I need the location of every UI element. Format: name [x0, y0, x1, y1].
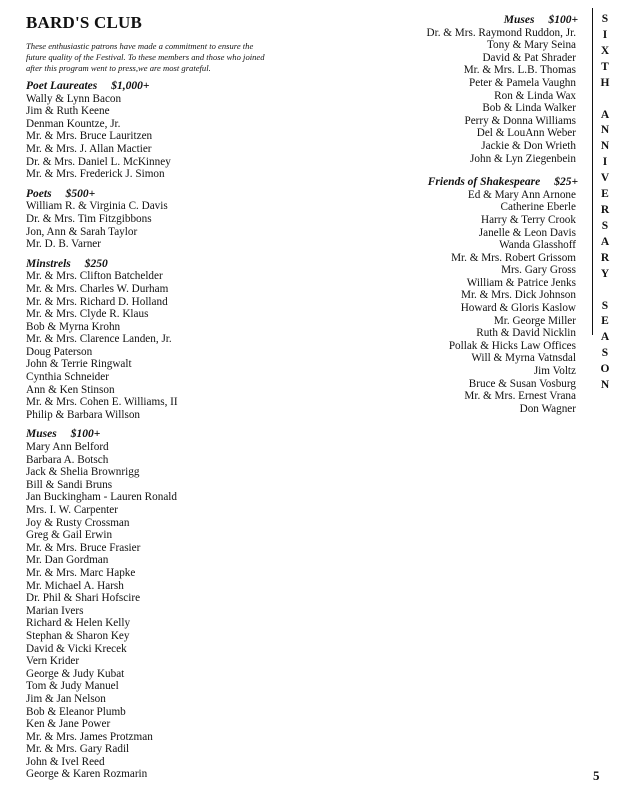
donor-name: Mr. Dan Gordman — [26, 554, 109, 567]
tier-amount: $25+ — [554, 176, 578, 189]
donor-name: Ed & Mary Ann Arnone — [467, 188, 576, 201]
donor-name: Mr. & Mrs. James Protzman — [26, 730, 153, 743]
donor-name: David & Pat Shrader — [482, 51, 576, 64]
donor-name: Jan Buckingham - Lauren Ronald — [26, 491, 177, 504]
tier-amount: $1,000+ — [111, 80, 150, 92]
donor-name: John & Terrie Ringwalt — [26, 358, 132, 371]
donor-name: Ken & Jane Power — [26, 718, 111, 731]
donor-name: Mr. & Mrs. Charles W. Durham — [26, 282, 169, 295]
donor-name: Tom & Judy Manuel — [26, 680, 119, 693]
donor-name: Catherine Eberle — [500, 201, 576, 214]
vertical-word-gap — [593, 92, 617, 108]
donor-name: Dr. Phil & Shari Hofscire — [26, 592, 141, 605]
left-column — [26, 80, 256, 781]
donor-name: Bob & Eleanor Plumb — [26, 705, 126, 718]
tier-amount: $250 — [84, 257, 108, 270]
donor-name: George & Judy Kubat — [26, 667, 125, 680]
donor-name: Ruth & David Nicklin — [476, 327, 576, 340]
donor-name: Dr. & Mrs. Tim Fitzgibbons — [26, 212, 152, 225]
donor-name: Mr. D. B. Varner — [26, 238, 101, 251]
tier-amount: $100+ — [548, 14, 578, 26]
donor-name: Don Wagner — [519, 402, 576, 415]
donor-name: Mr. & Mrs. Dick Johnson — [461, 289, 576, 302]
donor-name: Mary Ann Belford — [26, 441, 109, 454]
donor-name: Ron & Linda Wax — [494, 89, 576, 102]
section-gap — [26, 421, 256, 428]
donor-name: Peter & Pamela Vaughn — [469, 76, 576, 89]
donor-name: Mrs. Gary Gross — [501, 264, 576, 277]
donor-name: Wanda Glasshoff — [499, 239, 576, 252]
donor-name: Jim & Ruth Keene — [26, 105, 110, 118]
donor-name: Janelle & Leon Davis — [478, 226, 576, 239]
donor-name: Jackie & Don Wrieth — [481, 139, 576, 152]
donor-name: Marian Ivers — [26, 604, 84, 617]
vertical-word-season: SEASON — [600, 299, 610, 392]
section-heading — [26, 80, 256, 93]
donor-name: George & Karen Rozmarin — [26, 768, 148, 781]
donor-name: William R. & Virginia C. Davis — [26, 200, 168, 213]
donor-name: Dr. & Mrs. Raymond Ruddon, Jr. — [426, 26, 576, 39]
donor-section-muses — [400, 14, 578, 165]
tier-amount: $500+ — [65, 187, 96, 200]
donor-name: Joy & Rusty Crossman — [26, 516, 130, 529]
donor-name: Mr. & Mrs. Robert Grissom — [451, 251, 576, 264]
donor-name: Stephan & Sharon Key — [26, 629, 130, 642]
donor-name: Mr. & Mrs. Ernest Vrana — [464, 390, 576, 403]
donor-name: Philip & Barbara Willson — [26, 408, 141, 421]
donor-name: Mr. & Mrs. Clifton Batchelder — [26, 270, 163, 283]
donor-name: Ann & Ken Stinson — [26, 383, 115, 396]
tier-name: Poet Laureates — [26, 80, 98, 92]
donor-name: Mr. & Mrs. Frederick J. Simon — [26, 168, 165, 181]
donor-name: Bob & Linda Walker — [482, 102, 576, 115]
donor-section-poet-laureates — [26, 80, 256, 181]
donor-name: Pollak & Hicks Law Offices — [448, 339, 576, 352]
donor-name: Doug Paterson — [26, 345, 93, 358]
section-heading — [26, 188, 256, 201]
vertical-word-gap — [593, 283, 617, 299]
donor-name: Howard & Gloris Kaslow — [460, 302, 576, 315]
donor-name: Mr. George Miller — [493, 314, 576, 327]
donor-name: Tony & Mary Seina — [486, 39, 576, 52]
donor-section-muses — [26, 428, 256, 781]
donor-name: Cynthia Schneider — [26, 371, 109, 384]
sixth-anniversary-season-vertical — [593, 12, 617, 394]
section-heading — [26, 258, 256, 271]
section-gap — [26, 181, 256, 188]
right-column — [400, 14, 578, 415]
donor-name: Dr. & Mrs. Daniel L. McKinney — [26, 155, 171, 168]
donor-name: David & Vicki Krecek — [26, 642, 127, 655]
donor-name: Mr. Michael A. Harsh — [26, 579, 124, 592]
donor-name: William & Patrice Jenks — [466, 276, 576, 289]
tier-name: Poets — [26, 187, 52, 200]
section-heading — [400, 176, 578, 189]
tier-name: Muses — [503, 14, 535, 26]
donor-name: Perry & Donna Williams — [464, 114, 576, 127]
tier-name: Muses — [26, 428, 57, 441]
donor-name: Greg & Gail Erwin — [26, 529, 113, 542]
tier-name: Friends of Shakespeare — [427, 176, 541, 189]
donor-name: Mrs. I. W. Carpenter — [26, 504, 118, 516]
donor-name: Mr. & Mrs. Bruce Lauritzen — [26, 130, 153, 143]
section-gap — [400, 165, 578, 176]
donor-name: Barbara A. Botsch — [26, 453, 109, 466]
donor-name: Denman Kountze, Jr. — [26, 117, 121, 130]
page-title: BARD'S CLUB — [26, 13, 143, 32]
donor-section-friends-of-shakespeare — [400, 176, 578, 415]
donor-name: Mr. & Mrs. L.B. Thomas — [463, 64, 576, 77]
section-heading — [26, 428, 256, 441]
donor-name: Jack & Shelia Brownrigg — [26, 466, 140, 479]
donor-name: Wally & Lynn Bacon — [26, 92, 122, 105]
vertical-word-sixth: SIXTH — [600, 13, 610, 89]
donor-name: Will & Myrna Vatnsdal — [471, 352, 576, 365]
donor-name: Bruce & Susan Vosburg — [468, 377, 576, 390]
donor-name: Mr. & Mrs. J. Allan Mactier — [26, 142, 152, 155]
intro-text: These enthusiastic patrons have made a commitment to ensure the future quality of the Festival. To these members and those who joined after this program went to press,we are most grateful. — [26, 41, 265, 74]
donor-name: Jim & Jan Nelson — [26, 692, 106, 705]
section-heading — [400, 14, 578, 27]
donor-name: Mr. & Mrs. Marc Hapke — [26, 566, 136, 579]
donor-name: John & Ivel Reed — [26, 755, 105, 768]
donor-name: John & Lyn Ziegenbein — [470, 152, 576, 165]
donor-name: Harry & Terry Crook — [480, 213, 576, 226]
vertical-word-anniversary: ANNIVERSARY — [600, 108, 610, 280]
donor-name: Del & LouAnn Weber — [476, 127, 576, 140]
donor-section-poets — [26, 188, 256, 251]
donor-name: Mr. & Mrs. Cohen E. Williams, II — [26, 396, 178, 409]
donor-section-minstrels — [26, 258, 256, 422]
donor-name: Jim Voltz — [533, 365, 576, 378]
donor-name: Bill & Sandi Bruns — [26, 478, 113, 491]
tier-name: Minstrels — [26, 257, 71, 270]
donor-name: Mr. & Mrs. Bruce Frasier — [26, 541, 141, 554]
donor-name: Vern Krider — [26, 655, 80, 668]
tier-amount: $100+ — [70, 428, 101, 441]
donor-name: Mr. & Mrs. Richard D. Holland — [26, 295, 168, 308]
section-gap — [26, 251, 256, 258]
donor-name: Mr. & Mrs. Clyde R. Klaus — [26, 308, 149, 321]
donor-name: Mr. & Mrs. Gary Radil — [26, 743, 130, 756]
donor-name: Jon, Ann & Sarah Taylor — [26, 225, 138, 238]
donor-name: Mr. & Mrs. Clarence Landen, Jr. — [26, 333, 172, 346]
donor-name: Bob & Myrna Krohn — [26, 320, 121, 333]
donor-name: Richard & Helen Kelly — [26, 617, 131, 630]
page-number: 5 — [593, 768, 600, 783]
